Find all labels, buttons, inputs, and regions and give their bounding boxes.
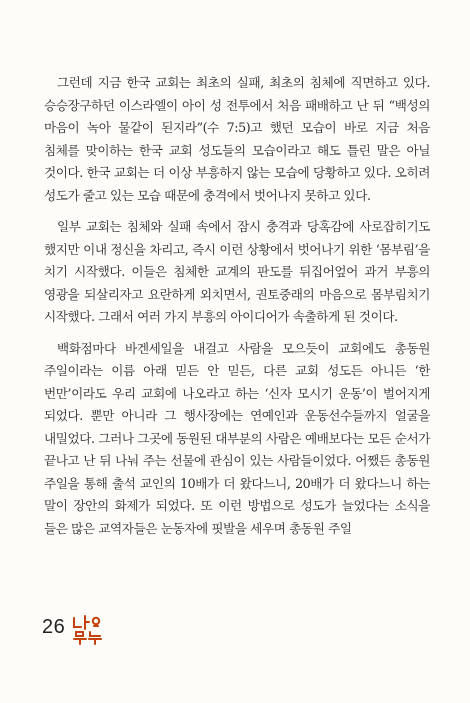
body-text <box>44 72 430 549</box>
book-title-logo <box>70 612 104 646</box>
paragraph-2: 일부 교회는 침체와 실패 속에서 잠시 충격과 당혹감에 사로잡히기도 했지만 이내 정신을 차리고, 즉시 이런 상황에서 벗어나기 위한 ‘몸부림’을 치기 시작했다. 이들은 침체한 교계의 판도를 뒤집어엎어 과거 부흥의 영광을 되살리자고 요란하게 외치면서, 권토중래의 마음으로 몸부림치기 시작했다. 그래서 여러 가지 부흥의 아이디어가 속출하게 된 것이다. <box>44 219 430 324</box>
paragraph-3: 백화점마다 바겐세일을 내걸고 사람을 모으듯이 교회에도 총동원 주일이라는 이름 아래 믿든 안 믿든, 다른 교회 성도든 아니든 ‘한 번만’이라도 우리 교회에 나오라고 하는 ‘신자 모시기 운동’이 벌어지게 되었다. 뿐만 아니라 그 행사장에는 연예인과 운동선수들까지 얼굴을 내밀었다. 그러나 그곳에 동원된 대부분의 사람은 예배보다는 모든 순서가 끝나고 난 뒤 나눠 주는 선물에 관심이 있는 사람들이었다. 어쨌든 총동원 주일을 통해 출석 교인의 10배가 더 왔다느니, 20배가 더 왔다느니 하는 말이 장안의 화제가 되었다. 또 이런 방법으로 성도가 늘었다는 소식을 들은 많은 교역자들은 눈동자에 핏발을 세우며 총동원 주일 <box>44 340 430 536</box>
paragraph-1: 그런데 지금 한국 교회는 최초의 실패, 최초의 침체에 직면하고 있다. 승승장구하던 이스라엘이 아이 성 전투에서 처음 패배하고 난 뒤 “백성의 마음이 녹아 물같이 된지라”(수 7:5)고 했던 모습이 바로 지금 처음 침체를 맞이하는 한국 교회 성도들의 모습이라고 해도 틀린 말은 아닐 것이다. 한국 교회는 더 이상 부흥하지 않는 모습에 당황하고 있다. 오히려 성도가 줄고 있는 모습 때문에 충격에서 벗어나지 못하고 있다. <box>44 75 430 203</box>
page-number: 26 <box>42 616 66 638</box>
